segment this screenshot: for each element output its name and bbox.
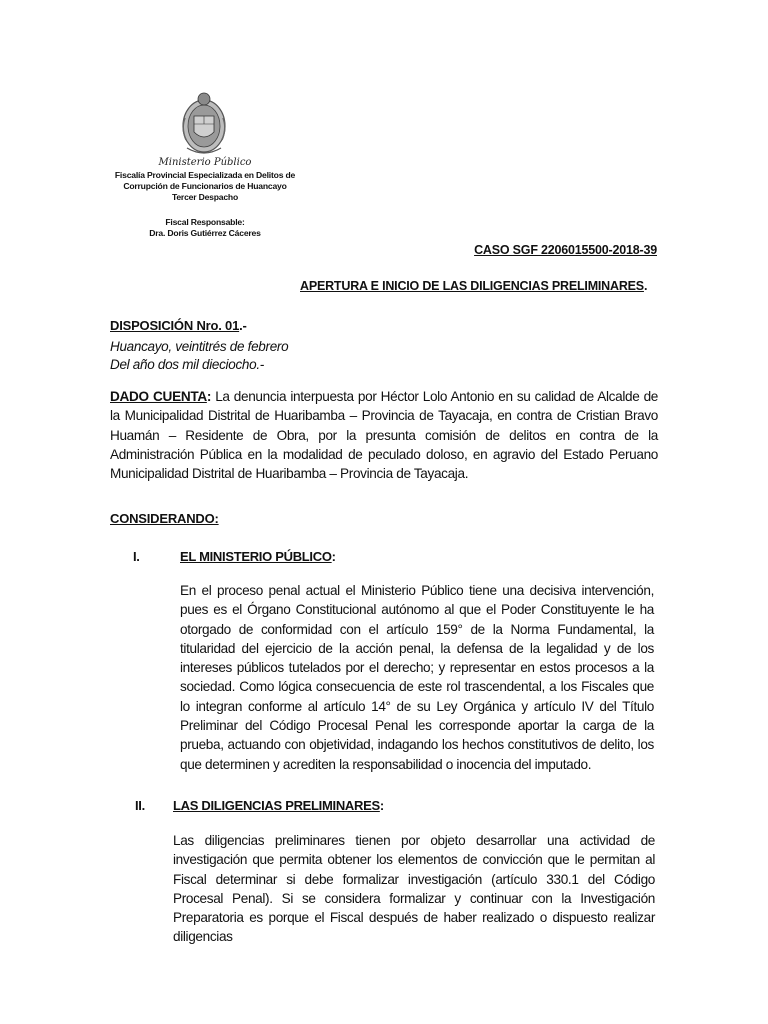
section-title-text: LAS DILIGENCIAS PRELIMINARES <box>173 798 380 813</box>
office-line: Tercer Despacho <box>171 192 239 202</box>
fiscal-label: Fiscal Responsable: <box>165 217 245 227</box>
fiscal-responsable <box>100 217 310 239</box>
ministerio-publico-title: Ministerio Público <box>158 157 252 168</box>
office-name <box>100 170 310 203</box>
office-line: Fiscalía Provincial Especializada en Delitos de <box>114 170 296 180</box>
case-number: CASO SGF 2206015500-2018-39 <box>474 243 657 257</box>
section-title <box>180 549 336 564</box>
section-title-colon: : <box>331 549 336 564</box>
document-title-suffix: . <box>643 279 648 293</box>
section-heading <box>133 549 336 564</box>
office-line: Corrupción de Funcionarios de Huancayo <box>123 181 287 191</box>
disposicion-suffix: .- <box>239 318 247 333</box>
section-number: I. <box>133 549 140 564</box>
dado-cuenta-label: DADO CUENTA <box>110 389 207 404</box>
section-paragraph: Las diligencias preliminares tienen por objeto desarrollar una actividad de investigación que permita obtener los elementos de convicción que le permitan al Fiscal determinar si debe formalizar investigación (artículo 330.1 del Código Procesal Penal). Si se considera formalizar y continuar con la Investigación Preparatoria es porque el Fiscal después de haber realizado o dispuesto realizar diligencias <box>173 833 655 945</box>
section-paragraph: En el proceso penal actual el Ministerio Público tiene una decisiva intervención, pues es el Órgano Constitucional autónomo al que el Poder Constituyente le ha otorgado de conformidad con el artículo 159° de la Norma Fundamental, la titularidad del ejercicio de la acción penal, la defensa de la legalidad y de los intereses públicos tutelados por el derecho; y representar en estos procesos a la sociedad. Como lógica consecuencia de este rol trascendental, a los Fiscales que lo integran conforme al artículo 14° de su Ley Orgánica y artículo IV del Título Preliminar del Código Procesal Penal les corresponde aportar la carga de la prueba, actuando con objetividad, indagando los hechos constitutivos de delito, los que determinen y acrediten la responsabilidad o inocencia del imputado. <box>180 583 654 772</box>
date-line: Del año dos mil dieciocho.- <box>110 357 264 372</box>
considerando-heading: CONSIDERANDO: <box>110 511 219 526</box>
dado-cuenta-text: La denuncia interpuesta por Héctor Lolo Antonio en su calidad de Alcalde de la Municipalidad Distrital de Huaribamba – Provincia de Tayacaja, en contra de Cristian Bravo Huamán – Residente de Obra, por la presunta comisión de delitos en contra de la Administración Pública en la modalidad de peculado doloso, en agravio del Estado Peruano Municipalidad Distrital de Huaribamba – Provincia de Tayacaja. <box>110 389 658 482</box>
fiscal-name: Dra. Doris Gutiérrez Cáceres <box>149 228 261 238</box>
date-line: Huancayo, veintitrés de febrero <box>110 339 289 354</box>
document-title-text: APERTURA E INICIO DE LAS DILIGENCIAS PRELIMINARES <box>300 279 644 293</box>
disposicion-date <box>110 338 288 374</box>
dado-cuenta-colon: : <box>206 389 212 404</box>
disposicion-label: DISPOSICIÓN Nro. 01 <box>110 318 240 333</box>
section-title-colon: : <box>379 798 384 813</box>
peru-seal-icon <box>177 88 231 158</box>
section-heading <box>135 798 384 813</box>
section-number: II. <box>135 798 145 813</box>
document-title <box>300 279 660 293</box>
dado-cuenta-paragraph <box>110 387 658 483</box>
disposicion-heading <box>110 318 247 333</box>
section-title <box>173 798 384 813</box>
section-title-text: EL MINISTERIO PÚBLICO <box>180 549 332 564</box>
